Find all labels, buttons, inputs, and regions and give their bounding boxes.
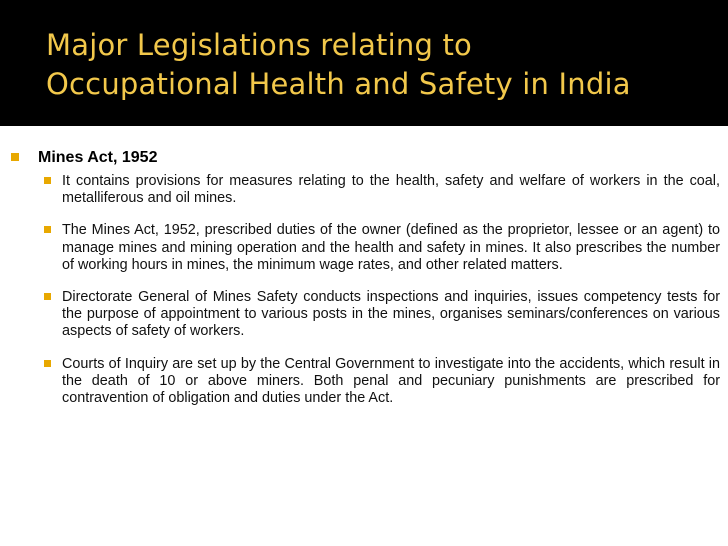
square-bullet-icon [44, 293, 51, 300]
bullet-list [0, 173, 728, 407]
list-item [62, 173, 720, 207]
list-item-text: Courts of Inquiry are set up by the Central Government to investigate into the accidents, which result in the death of 10 or above miners. Both penal and pecuniary punishments are prescribed for contravention of obligation and duties under the Act. [62, 355, 720, 407]
list-item [62, 356, 720, 408]
square-bullet-icon [44, 226, 51, 233]
slide-title-line-1: Major Legislations relating to [46, 28, 473, 62]
slide-title [46, 26, 716, 104]
list-item [62, 289, 720, 341]
square-bullet-icon [11, 153, 19, 161]
list-item-text: It contains provisions for measures relating to the health, safety and welfare of workers in the coal, metalliferous and oil mines. [62, 173, 720, 207]
square-bullet-icon [44, 177, 51, 184]
slide-title-line-2: Occupational Health and Safety in India [46, 67, 631, 101]
section-heading: Mines Act, 1952 [38, 149, 158, 166]
square-bullet-icon [44, 360, 51, 367]
list-item-text: The Mines Act, 1952, prescribed duties of the owner (defined as the proprietor, lessee or an agent) to manage mines and mining operation and the health and safety in mines. It also prescribes the number of working hours in mines, the minimum wage rates, and other related matters. [62, 222, 720, 273]
list-item [62, 222, 720, 274]
list-item-text: Directorate General of Mines Safety conducts inspections and inquiries, issues competency tests for the purpose of appointment to various posts in the mines, organises seminars/conferences on various aspects of safety of workers. [62, 289, 720, 340]
heading-bullet [38, 148, 718, 168]
title-band [0, 0, 728, 126]
slide-content [0, 148, 728, 422]
